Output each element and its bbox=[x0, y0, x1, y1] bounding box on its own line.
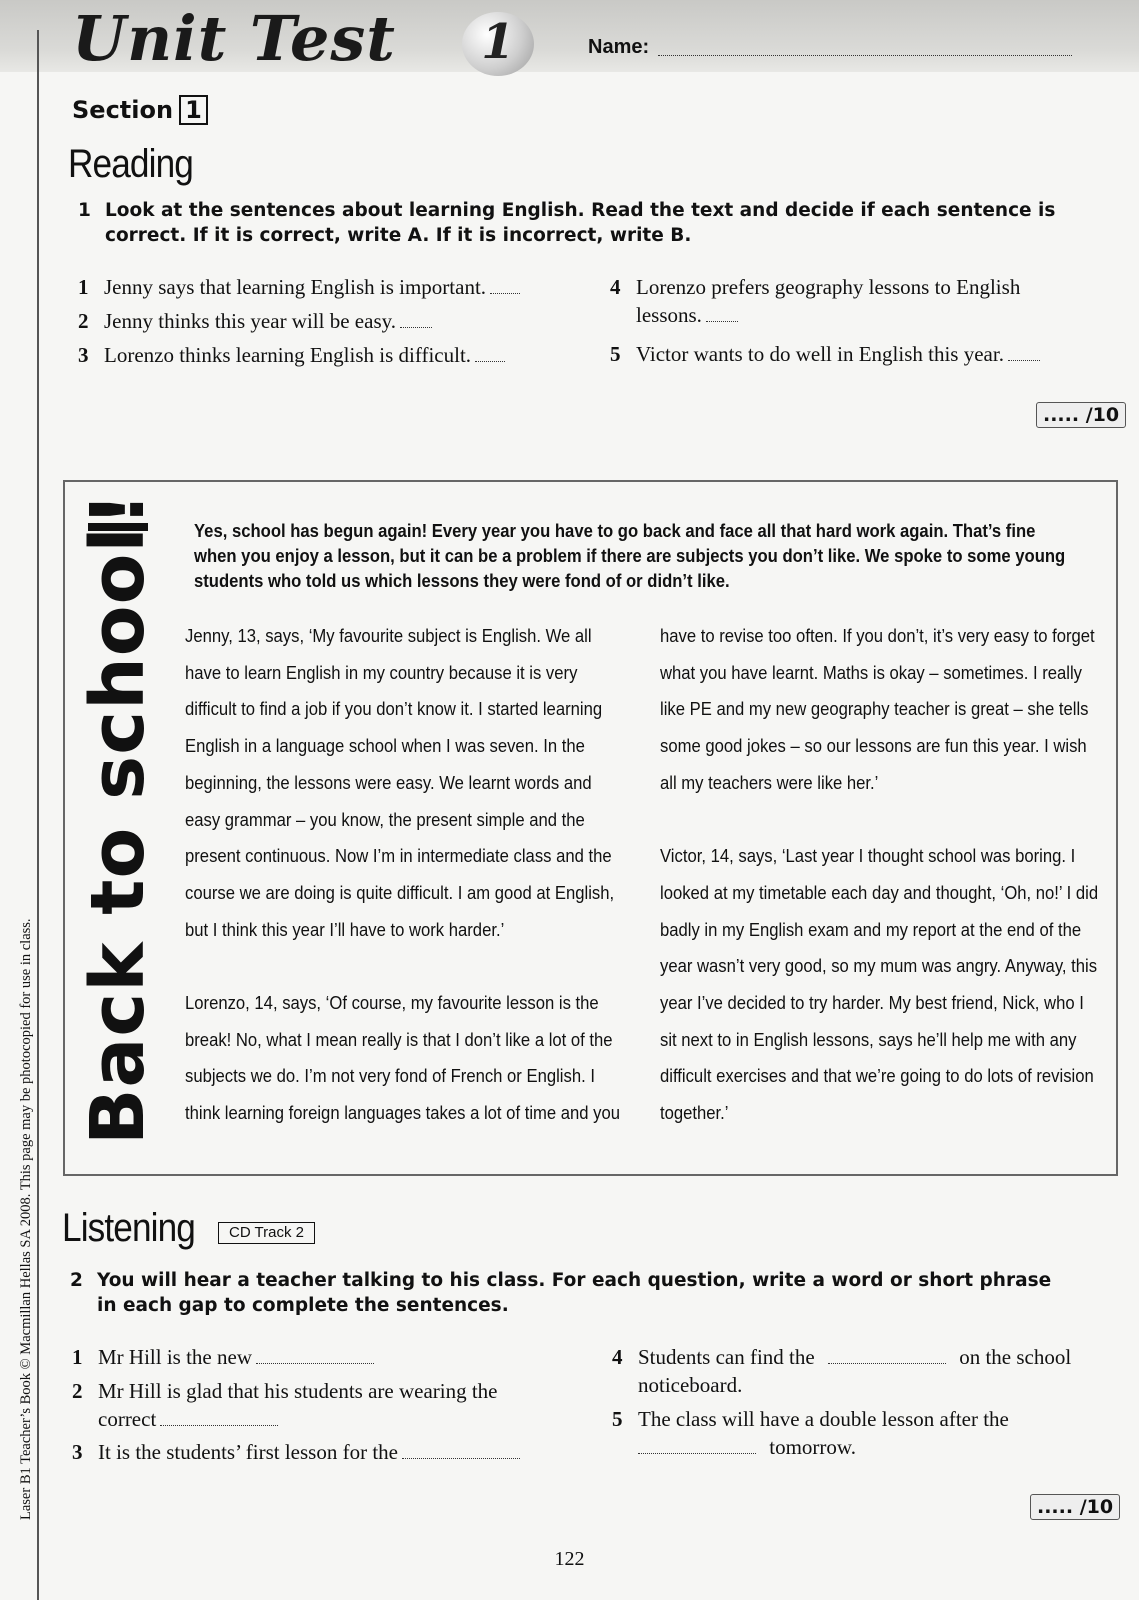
instruction-number: 2 bbox=[70, 1270, 83, 1291]
question-number: 2 bbox=[72, 1379, 83, 1403]
question-number: 1 bbox=[72, 1345, 83, 1369]
question-text: Students can find the bbox=[638, 1345, 815, 1369]
question-text: tomorrow. bbox=[769, 1435, 856, 1459]
question-text: Mr Hill is glad that his students are wearing the correct bbox=[98, 1379, 498, 1431]
answer-blank[interactable] bbox=[400, 323, 432, 328]
article-paragraph: Victor, 14, says, ‘Last year I thought school was boring. I looked at my timetable each day and thought, ‘Oh, no!’ I did badly in my English exam and my report at the end of the year wasn’t very good, so my mum was angry. Anyway, this year I’ve decided to try harder. My best friend, Nick, who I sit next to in English lessons, says he’ll help me with any difficult exercises and that we’re going to do lots of revision together.’ bbox=[660, 845, 1099, 1124]
listening-question-4 bbox=[612, 1343, 1102, 1399]
question-text: It is the students’ first lesson for the bbox=[98, 1440, 398, 1464]
question-number: 2 bbox=[78, 309, 89, 333]
reading-question-4 bbox=[610, 273, 1070, 329]
question-number: 1 bbox=[78, 275, 89, 299]
answer-blank[interactable] bbox=[160, 1421, 278, 1426]
question-text: Lorenzo thinks learning English is difficult. bbox=[104, 343, 472, 367]
unit-number: 1 bbox=[481, 14, 515, 70]
article-left-column bbox=[185, 618, 630, 1132]
article-paragraph: Lorenzo, 14, says, ‘Of course, my favourite lesson is the break! No, what I mean really is that I don’t like a lot of the subjects we do. I’m not very fond of French or English. I think learning foreign languages takes a lot of time and you bbox=[185, 992, 621, 1124]
name-label: Name: bbox=[588, 36, 650, 58]
answer-blank[interactable] bbox=[475, 357, 505, 362]
reading-question-3 bbox=[78, 341, 558, 369]
reading-question-5 bbox=[610, 340, 1090, 368]
reading-question-1 bbox=[78, 273, 558, 301]
section-number: 1 bbox=[179, 95, 208, 125]
page-number: 122 bbox=[554, 1548, 585, 1570]
question-number: 5 bbox=[612, 1407, 623, 1431]
reading-instruction bbox=[78, 198, 1098, 248]
answer-blank[interactable] bbox=[402, 1454, 520, 1459]
section-text: Section bbox=[72, 96, 174, 124]
answer-blank[interactable] bbox=[256, 1359, 374, 1364]
instruction-number: 1 bbox=[78, 200, 91, 221]
question-text: Mr Hill is the new bbox=[98, 1345, 252, 1369]
article-paragraph: Jenny, 13, says, ‘My favourite subject is English. We all have to learn English in my country because it is very difficult to find a job if you don’t know it. I started learning English in a language school when I was seven. In the beginning, the lessons were easy. We learnt words and easy grammar – you know, the present simple and the present continuous. Now I’m in intermediate class and the course we are doing is quite difficult. I am good at English, but I think this year I’ll have to work harder.’ bbox=[185, 625, 615, 940]
listening-heading: Listening bbox=[62, 1206, 195, 1250]
reading-question-2 bbox=[78, 307, 558, 335]
answer-blank[interactable] bbox=[1008, 356, 1040, 361]
article-vertical-title: Back to school! bbox=[75, 491, 161, 1145]
unit-test-title: Unit Test bbox=[72, 2, 396, 75]
margin-rule bbox=[37, 30, 39, 1600]
question-number: 4 bbox=[612, 1345, 623, 1369]
unit-number-badge bbox=[462, 12, 534, 76]
question-text: on the school noticeboard. bbox=[638, 1345, 1072, 1397]
question-text: The class will have a double lesson after the bbox=[638, 1407, 1009, 1431]
question-text: Jenny thinks this year will be easy. bbox=[104, 309, 397, 333]
question-number: 5 bbox=[610, 342, 621, 366]
cd-track-badge: CD Track 2 bbox=[218, 1222, 315, 1244]
question-text: Victor wants to do well in English this year. bbox=[636, 342, 1004, 366]
answer-blank[interactable] bbox=[638, 1449, 756, 1454]
listening-instruction bbox=[70, 1268, 1070, 1318]
listening-header bbox=[62, 1206, 305, 1251]
answer-blank[interactable] bbox=[490, 289, 520, 294]
instruction-text: Look at the sentences about learning English. Read the text and decide if each sentence is correct. If it is correct, write A. If it is incorrect, write B. bbox=[105, 200, 1056, 246]
reading-heading: Reading bbox=[68, 142, 193, 186]
listening-question-5 bbox=[612, 1405, 1072, 1461]
article-paragraph: have to revise too often. If you don’t, it’s very easy to forget what you have learnt. Maths is okay – sometimes. I really like PE and my new geography teacher is great – she tells some good jokes – so our lessons are fun this year. I wish all my teachers were like her.’ bbox=[660, 625, 1095, 793]
question-text: Lorenzo prefers geography lessons to English lessons. bbox=[636, 275, 1021, 327]
listening-question-2 bbox=[72, 1377, 552, 1433]
article-intro: Yes, school has begun again! Every year you have to go back and face all that hard work again. That’s fine when you enjoy a lesson, but it can be a problem if there are subjects you don’t like. We spoke to some young students who told us which lessons they were fond of or didn’t like. bbox=[194, 520, 1066, 591]
answer-blank[interactable] bbox=[706, 317, 738, 322]
question-number: 3 bbox=[78, 343, 89, 367]
listening-question-1 bbox=[72, 1343, 572, 1371]
copyright-notice: Laser B1 Teacher’s Book © Macmillan Hellas SA 2008. This page may be photocopied for use in class. bbox=[18, 918, 34, 1520]
question-text: Jenny says that learning English is important. bbox=[104, 275, 487, 299]
question-number: 4 bbox=[610, 275, 621, 299]
reading-score-box: ..... /10 bbox=[1036, 402, 1126, 428]
name-field[interactable] bbox=[658, 55, 1072, 56]
question-number: 3 bbox=[72, 1440, 83, 1464]
listening-question-3 bbox=[72, 1438, 592, 1466]
instruction-text: You will hear a teacher talking to his class. For each question, write a word or short phrase in each gap to complete the sentences. bbox=[97, 1270, 1052, 1316]
article-right-column bbox=[660, 618, 1105, 1132]
section-label bbox=[72, 95, 208, 125]
listening-score-box: ..... /10 bbox=[1030, 1494, 1120, 1520]
answer-blank[interactable] bbox=[828, 1359, 946, 1364]
